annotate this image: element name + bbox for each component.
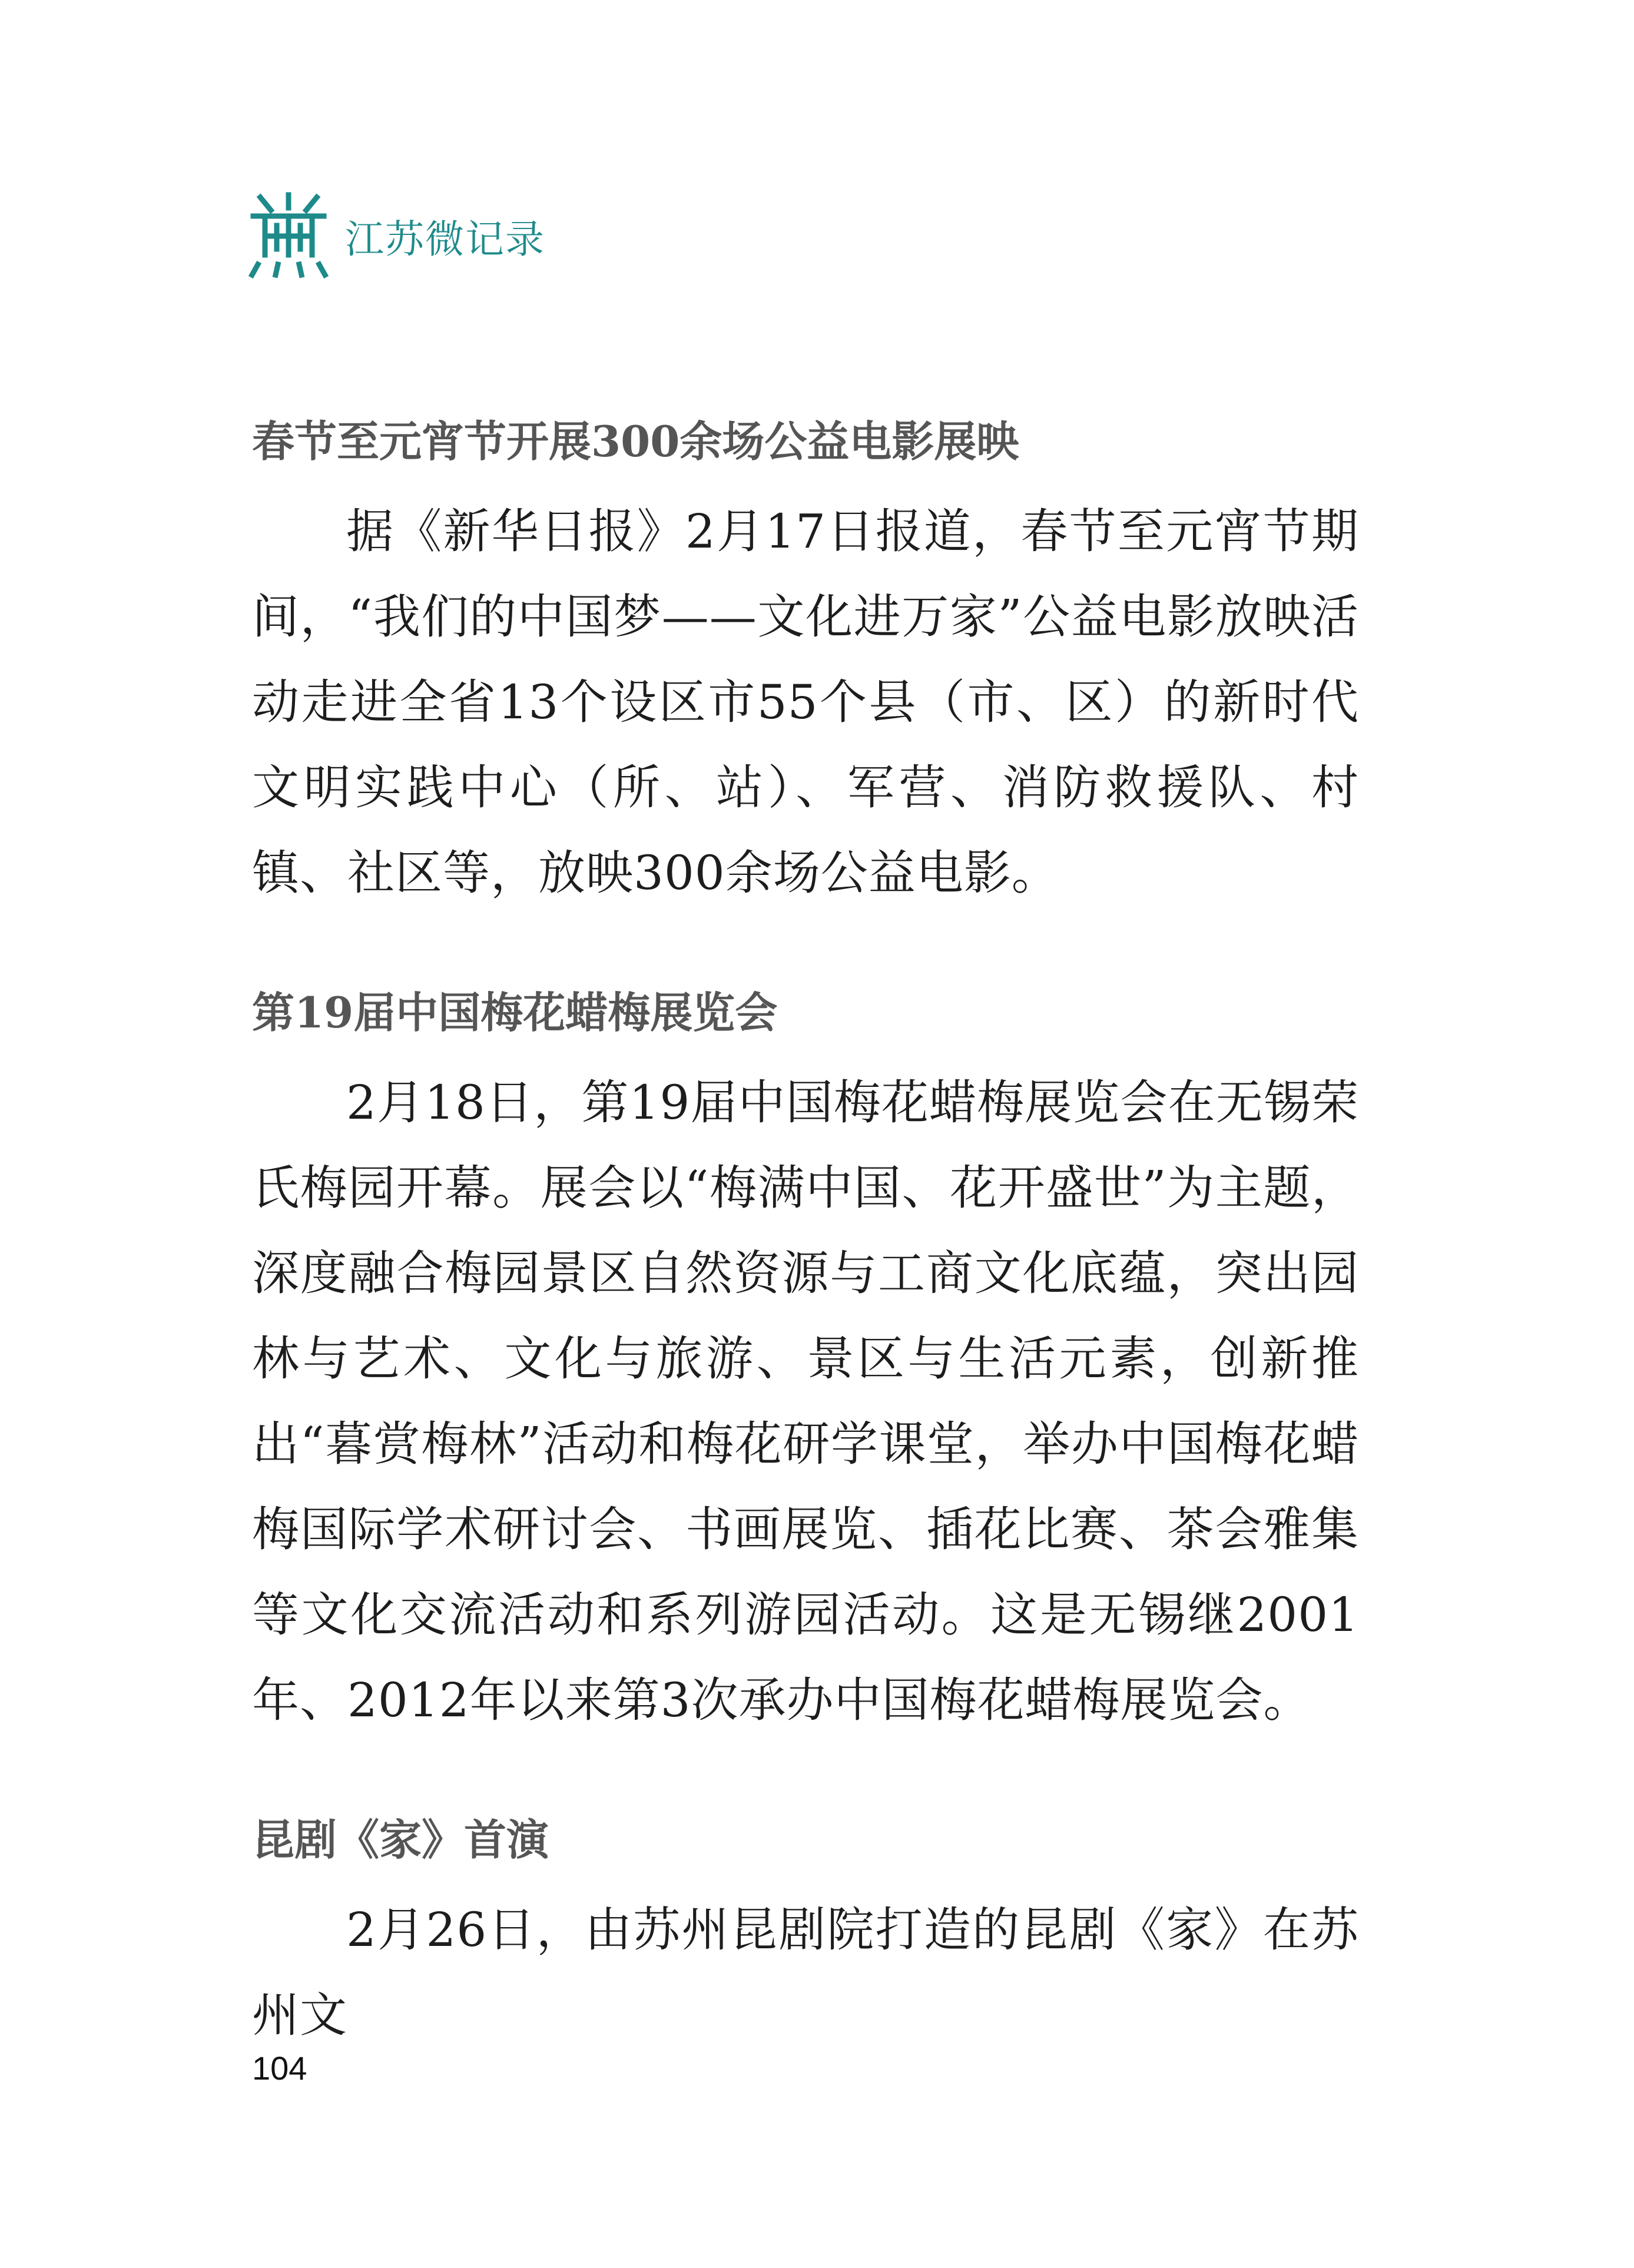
section-paragraph-film: 据《新华日报》2月17日报道，春节至元宵节期间，“我们的中国梦——文化进万家”公益电影放映活动走进全省13个设区市55个县（市、区）的新时代文明实践中心（所、站）、军营、消防救援队、村镇、社区等，放映300余场公益电影。 — [252, 504, 1359, 900]
article-body — [252, 400, 1359, 2058]
section-heading-film: 春节至元宵节开展300余场公益电影展映 — [252, 416, 1019, 466]
section-paragraph-kunqu: 2月26日，由苏州昆剧院打造的昆剧《家》在苏州文 — [252, 1902, 1359, 2042]
series-logo-icon — [247, 190, 330, 278]
page-number: 104 — [252, 2050, 307, 2087]
section-heading-kunqu: 昆剧《家》首演 — [252, 1815, 549, 1865]
section-paragraph-plum-expo: 2月18日，第19届中国梅花蜡梅展览会在无锡荣氏梅园开幕。展会以“梅满中国、花开盛世”为主题，深度融合梅园景区自然资源与工商文化底蕴，突出园林与艺术、文化与旅游、景区与生活元素，创新推出“暮赏梅林”活动和梅花研学课堂，举办中国梅花蜡梅国际学术研讨会、书画展览、插花比赛、茶会雅集等文化交流活动和系列游园活动。这是无锡继2001年、2012年以来第3次承办中国梅花蜡梅展览会。 — [252, 1075, 1359, 1727]
series-title: 江苏微记录 — [345, 217, 545, 262]
section-heading-plum-expo: 第19届中国梅花蜡梅展览会 — [252, 987, 778, 1037]
page-header — [247, 187, 545, 281]
